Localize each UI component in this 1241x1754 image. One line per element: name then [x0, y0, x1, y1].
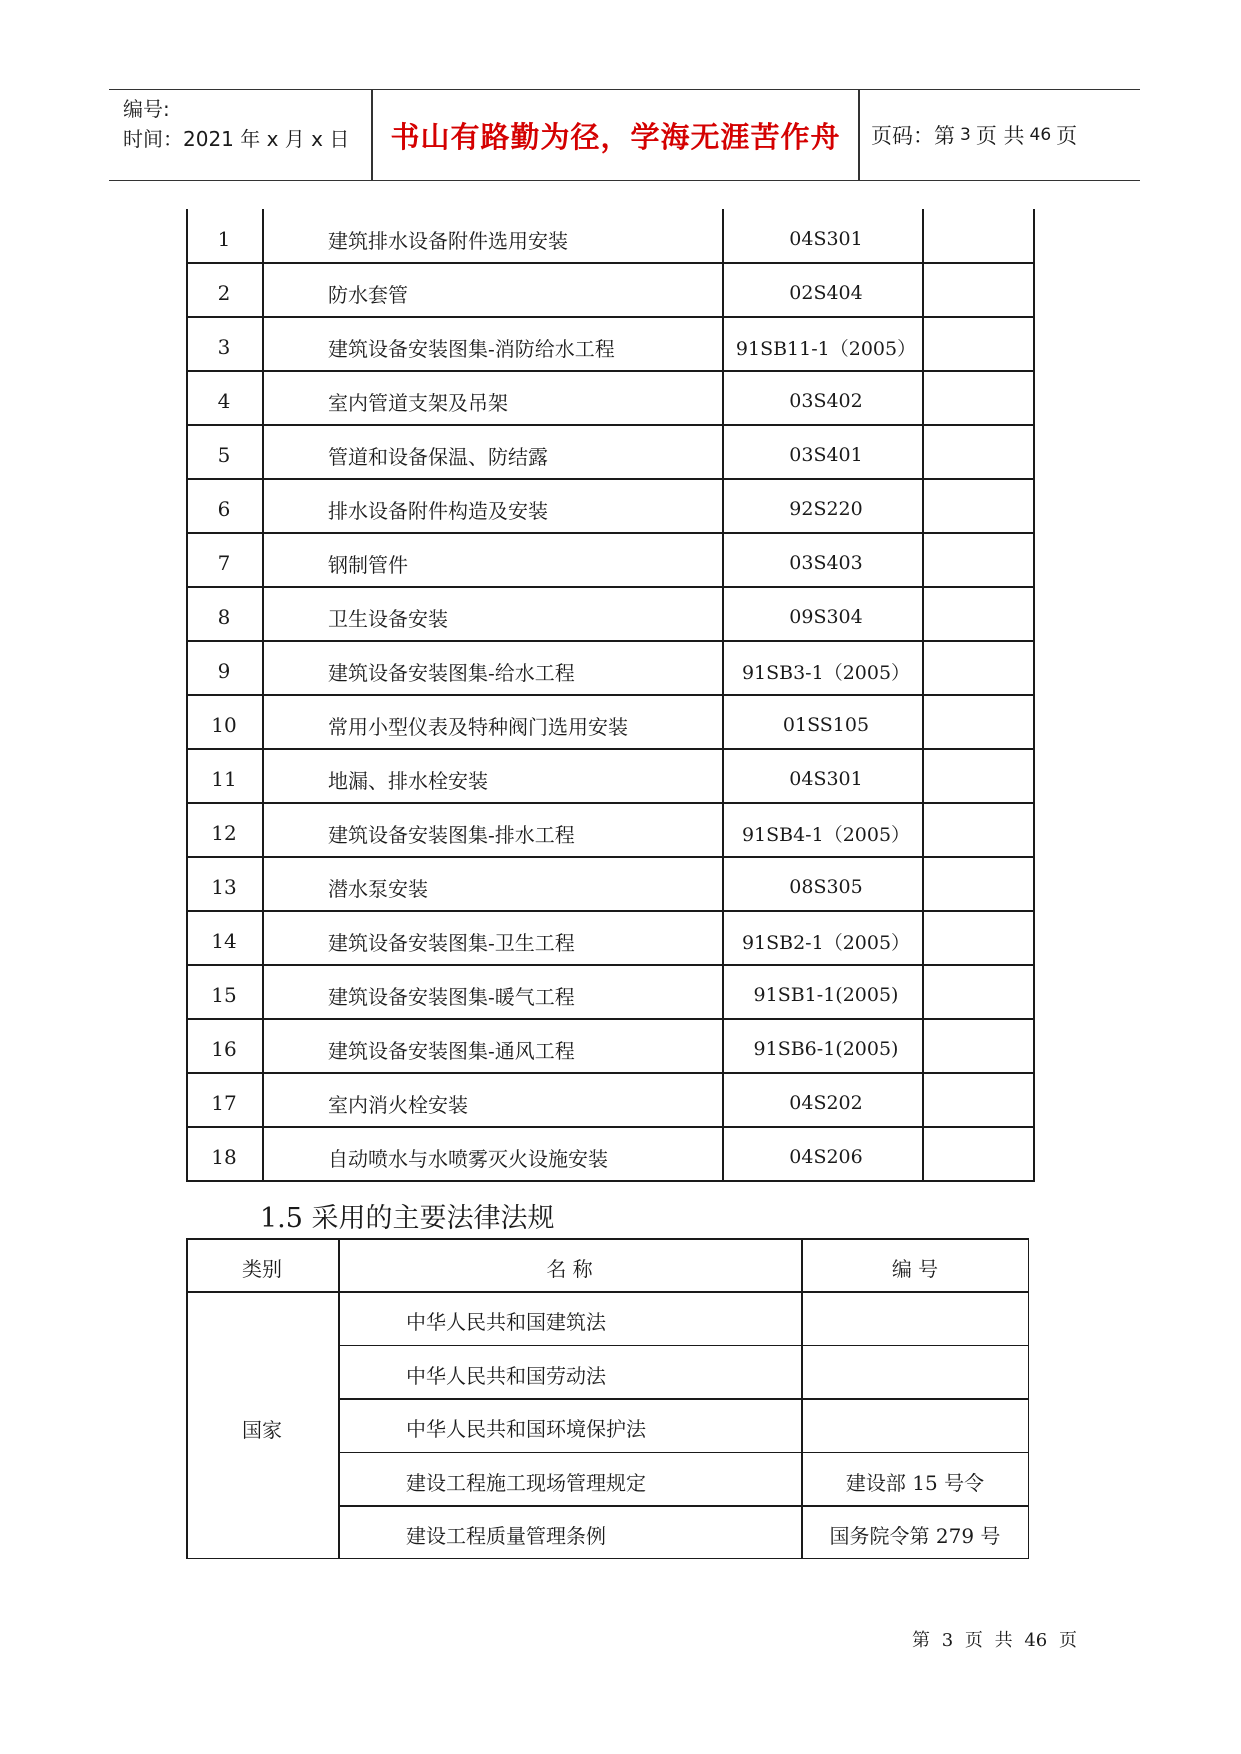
standard-name: 建筑排水设备附件选用安装 — [328, 228, 568, 253]
standard-name: 排水设备附件构造及安装 — [328, 498, 548, 523]
standard-no: 9 — [217, 659, 231, 683]
header-time-label: 时间：2021 年 x 月 x 日 — [123, 127, 350, 151]
table-row — [186, 533, 1034, 587]
standard-no: 8 — [217, 605, 231, 629]
table-row — [186, 695, 1034, 749]
standard-name: 建筑设备安装图集-给水工程 — [328, 660, 575, 685]
standard-code: 04S301 — [789, 768, 863, 790]
standard-no: 17 — [211, 1091, 237, 1115]
table-row — [186, 749, 1034, 803]
section-title: 1.5 采用的主要法律法规 — [260, 1203, 555, 1234]
law-name: 建设工程施工现场管理规定 — [406, 1470, 646, 1495]
standard-no: 5 — [217, 443, 231, 467]
law-code — [801, 1345, 1029, 1398]
standard-no: 7 — [217, 551, 231, 575]
standard-code: 91SB11-1（2005） — [735, 337, 917, 360]
page-header — [109, 89, 1140, 181]
page-footer: 第 3 页 共 46 页 — [912, 1630, 1077, 1651]
page-suffix: 页 — [1056, 124, 1078, 148]
law-category: 国家 — [242, 1417, 282, 1442]
header-code: 编 号 — [891, 1257, 939, 1281]
standard-name: 自动喷水与水喷雾灭火设施安装 — [328, 1146, 608, 1171]
law-code — [801, 1291, 1029, 1344]
standard-code: 09S304 — [789, 606, 863, 628]
standard-code: 92S220 — [789, 498, 863, 520]
table-row — [186, 1127, 1034, 1181]
standard-code: 91SB3-1（2005） — [741, 661, 911, 684]
standard-name: 管道和设备保温、防结露 — [328, 444, 548, 469]
table-row — [186, 965, 1034, 1019]
standard-code: 91SB6-1(2005) — [753, 1038, 899, 1060]
standard-name: 建筑设备安装图集-消防给水工程 — [328, 336, 615, 361]
page-current: 3 — [960, 125, 971, 145]
standards-table — [186, 209, 1034, 1182]
standard-name: 建筑设备安装图集-排水工程 — [328, 822, 575, 847]
standard-code: 04S202 — [789, 1092, 863, 1114]
law-name: 中华人民共和国建筑法 — [406, 1310, 606, 1334]
standard-name: 建筑设备安装图集-通风工程 — [328, 1038, 575, 1063]
table-row — [186, 1073, 1034, 1127]
table-row — [186, 317, 1034, 371]
table-row — [186, 641, 1034, 695]
standard-code: 04S206 — [789, 1146, 863, 1168]
table-row — [186, 209, 1034, 263]
header-motto: 书山有路勤为径，学海无涯苦作舟 — [390, 119, 841, 154]
table-row-line — [186, 1180, 1034, 1182]
law-code: 建设部 15 号令 — [845, 1470, 985, 1495]
header-category: 类别 — [242, 1257, 282, 1281]
standard-no: 16 — [211, 1037, 237, 1061]
standard-name: 钢制管件 — [328, 552, 408, 577]
header-page-indicator — [871, 90, 1077, 180]
law-code — [801, 1398, 1029, 1451]
table-row — [186, 479, 1034, 533]
header-name: 名 称 — [546, 1257, 593, 1281]
standard-no: 1 — [217, 227, 231, 251]
page-middle: 页 共 — [975, 124, 1025, 148]
standard-no: 18 — [211, 1145, 237, 1169]
standard-name: 室内消火栓安装 — [328, 1092, 468, 1117]
table-row — [186, 803, 1034, 857]
standard-code: 08S305 — [789, 876, 863, 898]
table-row — [186, 371, 1034, 425]
law-code: 国务院令第 279 号 — [829, 1524, 1001, 1549]
table-row — [186, 587, 1034, 641]
standard-code: 01SS105 — [782, 714, 870, 736]
standard-no: 15 — [211, 983, 237, 1007]
standard-no: 10 — [211, 713, 237, 737]
standard-code: 03S402 — [789, 390, 863, 412]
standard-name: 地漏、排水栓安装 — [328, 768, 488, 793]
standard-code: 91SB2-1（2005） — [741, 931, 911, 954]
table-row — [186, 857, 1034, 911]
table-row — [186, 911, 1034, 965]
page-prefix: 页码：第 — [871, 124, 955, 148]
standard-code: 03S403 — [789, 552, 863, 574]
standard-no: 12 — [211, 821, 237, 845]
standard-name: 室内管道支架及吊架 — [328, 390, 508, 415]
table-row — [186, 425, 1034, 479]
table-row — [186, 263, 1034, 317]
standard-name: 建筑设备安装图集-暖气工程 — [328, 984, 575, 1009]
law-name: 建设工程质量管理条例 — [406, 1524, 606, 1549]
page-total: 46 — [1029, 125, 1052, 145]
standard-code: 91SB4-1（2005） — [741, 823, 911, 846]
standard-name: 防水套管 — [328, 282, 408, 307]
table-row — [186, 1019, 1034, 1073]
standard-no: 6 — [217, 497, 231, 521]
standard-no: 13 — [211, 875, 237, 899]
standard-name: 卫生设备安装 — [328, 606, 448, 631]
standard-name: 潜水泵安装 — [328, 876, 428, 901]
standard-no: 2 — [217, 281, 231, 305]
standard-name: 建筑设备安装图集-卫生工程 — [328, 930, 575, 955]
standard-code: 04S301 — [789, 228, 863, 250]
header-divider — [858, 90, 860, 180]
law-name: 中华人民共和国环境保护法 — [406, 1417, 646, 1442]
standard-no: 11 — [211, 767, 237, 791]
standard-no: 14 — [211, 929, 237, 953]
standard-code: 91SB1-1(2005) — [753, 984, 899, 1006]
standard-code: 03S401 — [789, 444, 863, 466]
standard-no: 4 — [217, 389, 231, 413]
law-name: 中华人民共和国劳动法 — [406, 1363, 606, 1388]
header-meta — [123, 94, 349, 154]
header-number-label: 编号: — [123, 97, 170, 121]
standard-name: 常用小型仪表及特种阀门选用安装 — [328, 714, 628, 739]
standard-code: 02S404 — [789, 282, 863, 304]
standard-no: 3 — [217, 335, 231, 359]
laws-table — [186, 1238, 1029, 1559]
